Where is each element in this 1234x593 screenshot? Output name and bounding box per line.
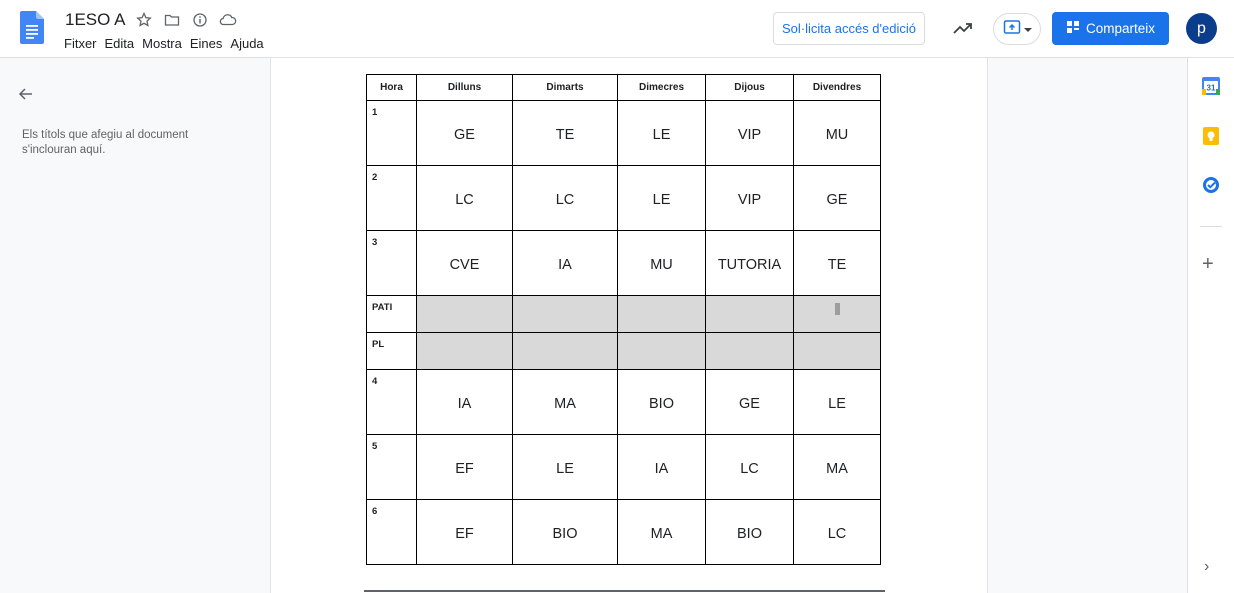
present-button[interactable] xyxy=(993,13,1041,45)
menu-file[interactable]: Fitxer xyxy=(64,36,97,51)
subject-cell[interactable]: GE xyxy=(417,101,513,166)
hour-label[interactable]: 4 xyxy=(367,370,417,435)
subject-cell[interactable]: LC xyxy=(706,435,794,500)
side-panel xyxy=(1187,58,1234,593)
subject-cell[interactable]: LE xyxy=(618,166,706,231)
present-icon xyxy=(1003,19,1021,40)
subject-cell[interactable]: GE xyxy=(794,166,881,231)
table-header-row xyxy=(367,75,881,101)
subject-cell[interactable]: IA xyxy=(417,370,513,435)
side-panel-divider xyxy=(1200,226,1222,227)
table-row xyxy=(367,500,881,565)
header-thursday[interactable]: Dijous xyxy=(706,75,794,101)
hour-label[interactable]: 3 xyxy=(367,231,417,296)
break-cell[interactable] xyxy=(417,333,513,370)
subject-cell[interactable]: GE xyxy=(706,370,794,435)
header-monday[interactable]: Dilluns xyxy=(417,75,513,101)
share-lock-icon xyxy=(1066,20,1080,37)
subject-cell[interactable]: LE xyxy=(513,435,618,500)
header-hour[interactable]: Hora xyxy=(367,75,417,101)
subject-cell[interactable]: LE xyxy=(618,101,706,166)
header-tuesday[interactable]: Dimarts xyxy=(513,75,618,101)
folder-icon[interactable] xyxy=(163,11,181,29)
subject-cell[interactable]: VIP xyxy=(706,101,794,166)
table-row xyxy=(367,370,881,435)
subject-cell[interactable]: TE xyxy=(513,101,618,166)
chevron-right-icon[interactable]: › xyxy=(1204,558,1210,575)
subject-cell[interactable]: MA xyxy=(794,435,881,500)
break-cell[interactable] xyxy=(513,296,618,333)
subject-cell[interactable]: MA xyxy=(618,500,706,565)
docs-logo-icon[interactable] xyxy=(20,11,44,44)
break-cell[interactable] xyxy=(618,333,706,370)
break-cell[interactable] xyxy=(618,296,706,333)
subject-cell[interactable]: MU xyxy=(618,231,706,296)
hour-label[interactable]: 5 xyxy=(367,435,417,500)
calendar-day-text: 31 xyxy=(1206,83,1216,93)
subject-cell[interactable]: LC xyxy=(794,500,881,565)
hour-label[interactable]: PL xyxy=(367,333,417,370)
outline-placeholder-text: Els títols que afegiu al document s'inclouran aquí. xyxy=(22,129,189,156)
break-cell[interactable] xyxy=(706,296,794,333)
break-cell[interactable] xyxy=(794,333,881,370)
next-table-border xyxy=(364,590,885,592)
break-cell[interactable] xyxy=(417,296,513,333)
back-arrow-icon[interactable] xyxy=(16,84,36,104)
calendar-icon[interactable] xyxy=(1201,76,1221,96)
share-button[interactable] xyxy=(1052,12,1169,45)
subject-cell[interactable]: LC xyxy=(513,166,618,231)
share-label: Comparteix xyxy=(1085,21,1156,36)
table-row xyxy=(367,101,881,166)
subject-cell[interactable]: TUTORIA xyxy=(706,231,794,296)
menu-tools[interactable]: Eines xyxy=(189,36,223,51)
subject-cell[interactable]: BIO xyxy=(513,500,618,565)
subject-cell[interactable]: EF xyxy=(417,435,513,500)
document-title[interactable]: 1ESO A xyxy=(65,10,126,29)
subject-cell[interactable]: CVE xyxy=(417,231,513,296)
table-row xyxy=(367,231,881,296)
subject-cell[interactable]: BIO xyxy=(618,370,706,435)
hour-label[interactable]: PATI xyxy=(367,296,417,333)
menu-view[interactable]: Mostra xyxy=(142,36,182,51)
info-icon[interactable] xyxy=(191,11,209,29)
subject-cell[interactable]: BIO xyxy=(706,500,794,565)
table-row-break xyxy=(367,333,881,370)
hour-label[interactable]: 1 xyxy=(367,101,417,166)
add-addon-icon[interactable]: + xyxy=(1202,253,1214,275)
menu-help[interactable]: Ajuda xyxy=(230,36,264,51)
subject-cell[interactable]: LE xyxy=(794,370,881,435)
table-row xyxy=(367,166,881,231)
text-cursor-mark xyxy=(835,303,840,315)
subject-cell[interactable]: IA xyxy=(513,231,618,296)
request-edit-access-button[interactable]: Sol·licita accés d'edició xyxy=(773,12,925,45)
document-outline-panel xyxy=(0,58,270,593)
break-cell[interactable] xyxy=(706,333,794,370)
keep-icon[interactable] xyxy=(1201,126,1221,146)
cloud-saved-icon[interactable] xyxy=(219,11,237,29)
menu-bar xyxy=(64,36,268,51)
hour-label[interactable]: 2 xyxy=(367,166,417,231)
subject-cell[interactable]: VIP xyxy=(706,166,794,231)
table-row-break xyxy=(367,296,881,333)
chevron-down-icon xyxy=(1024,20,1032,38)
subject-cell[interactable]: TE xyxy=(794,231,881,296)
header-friday[interactable]: Divendres xyxy=(794,75,881,101)
subject-cell[interactable]: MA xyxy=(513,370,618,435)
table-row xyxy=(367,435,881,500)
tasks-icon[interactable] xyxy=(1201,175,1221,195)
schedule-table[interactable] xyxy=(366,74,881,565)
activity-trend-icon[interactable] xyxy=(951,18,975,38)
break-cell[interactable] xyxy=(794,296,881,333)
top-bar xyxy=(0,0,1234,58)
break-cell[interactable] xyxy=(513,333,618,370)
subject-cell[interactable]: MU xyxy=(794,101,881,166)
subject-cell[interactable]: LC xyxy=(417,166,513,231)
hour-label[interactable]: 6 xyxy=(367,500,417,565)
header-wednesday[interactable]: Dimecres xyxy=(618,75,706,101)
menu-edit[interactable]: Edita xyxy=(104,36,135,51)
star-icon[interactable] xyxy=(135,11,153,29)
subject-cell[interactable]: IA xyxy=(618,435,706,500)
avatar[interactable]: p xyxy=(1186,13,1217,44)
subject-cell[interactable]: EF xyxy=(417,500,513,565)
title-row xyxy=(65,10,237,30)
